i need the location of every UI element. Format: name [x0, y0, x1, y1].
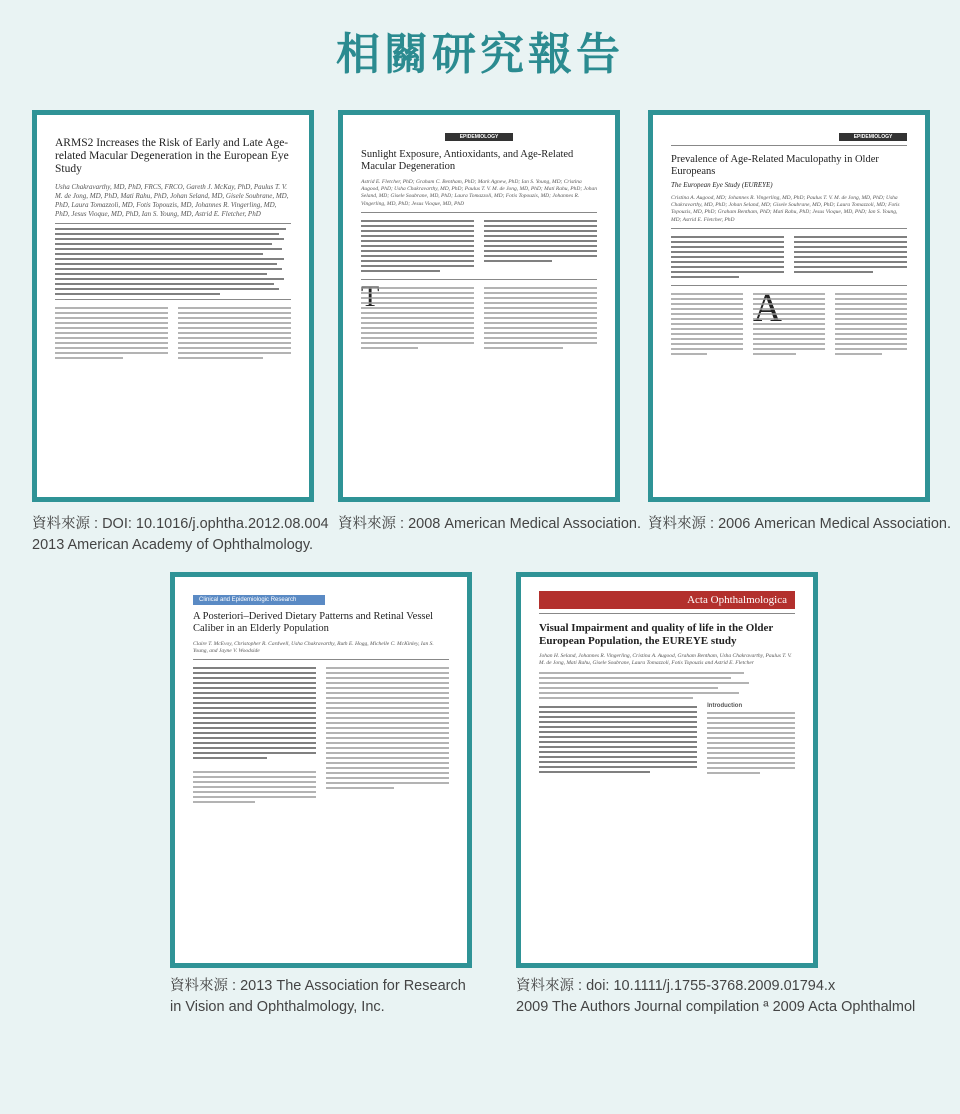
journal-label: EPIDEMIOLOGY: [445, 133, 513, 141]
abstract-columns: [361, 217, 597, 275]
caption-line-1: 資料來源 : 2013 The Association for Research: [170, 978, 466, 994]
paper-authors: Johan H. Seland, Johannes R. Vingerling, Cristina A. Augood, Graham Bentham, Usha Chakravarthy, Paulus T. V. M. de Jong, Mati Rahu, Gisele Soubrane, Laura Tomazzoli, Fotis Topouzis and Astrid E. Fletcher: [539, 653, 792, 667]
body-text-columns: [361, 284, 597, 352]
paper-authors: Usha Chakravarthy, MD, PhD, FRCS, FRCO, Gareth J. McKay, PhD, Paulus T. V. M. de Jong, MD, PhD, Mati Rahu, PhD, Johan Seland, MD, Gisele Soubrane, MD, PhD, Laura Tomazzoli, MD, Fotis Topouzis, MD, Johannes R. Vingerling, MD, PhD, Jesus Vioque, MD, PhD, Ian S. Young, MD, Astrid E. Fletcher, PhD: [55, 182, 289, 218]
paper-thumbnail-5[interactable]: [516, 572, 818, 968]
paper-thumbnail-4[interactable]: [170, 572, 472, 968]
source-caption-4: [170, 976, 466, 1018]
paper-title: A Posteriori–Derived Dietary Patterns and Retinal Vessel Caliber in an Elderly Population: [193, 611, 434, 635]
caption-line-2: 2009 The Authors Journal compilation ª 2009 Acta Ophthalmol: [516, 999, 916, 1015]
paper-title: Prevalence of Age-Related Maculopathy in Older Europeans: [671, 154, 879, 178]
caption-line-1: 資料來源 : doi: 10.1111/j.1755-3768.2009.01794.x: [516, 978, 836, 994]
paper-thumbnail-3[interactable]: [648, 110, 930, 502]
caption-line-1: 資料來源 : DOI: 10.1016/j.ophtha.2012.08.004: [32, 516, 329, 532]
source-caption-1: [32, 514, 329, 556]
paper-authors: Astrid E. Fletcher, PhD; Graham C. Bentham, PhD; Mark Agnew, PhD; Ian S. Young, MD; Cristina Augood, PhD; Usha Chakravarthy, MD, PhD; Paulus T. V. M. de Jong, MD, PhD; Mati Rahu, PhD; Johan Seland, MD; Gisele Soubrane, MD, PhD; Laura Tomazzoli, MD; Fotis Topouzis, MD; Johannes R. Vingerling, MD, PhD; Jesus Vioque, MD, PhD: [361, 179, 597, 207]
source-caption-3: [648, 514, 951, 535]
paper-authors: Cristina A. Augood, MD; Johannes R. Vingerling, MD, PhD; Paulus T. V. M. de Jong, MD, PhD; Usha Chakravarthy, MD, PhD; Johan Seland, MD; Gisele Soubrane, MD, PhD; Laura Tomazzoli, MD; Fotis Topouzis, MD, PhD; Graham Bentham, PhD; Mati Rahu, PhD; Jesus Vioque, MD, PhD; Ian S. Young, MD; Astrid E. Fletcher, PhD: [671, 195, 900, 223]
body-text-columns: [193, 664, 449, 806]
paper-authors: Claire T. McEvoy, Christopher R. Cardwell, Usha Chakravarthy, Ruth E. Hogg, Michelle C. McKinley, Ian S. Young, and Jayne V. Woodside: [193, 641, 434, 655]
source-caption-2: [338, 514, 641, 535]
body-text-columns: [55, 304, 291, 362]
caption-line-2: in Vision and Ophthalmology, Inc.: [170, 999, 385, 1015]
source-caption-5: [516, 976, 915, 1018]
paper-thumbnail-1[interactable]: [32, 110, 314, 502]
abstract-columns: [671, 233, 907, 281]
paper-title: Sunlight Exposure, Antioxidants, and Age-Related Macular Degeneration: [361, 149, 574, 173]
paper-title: Visual Impairment and quality of life in the Older European Population, the EUREYE study: [539, 622, 774, 647]
section-heading: Introduction: [707, 702, 743, 709]
affiliations-block: [539, 672, 795, 699]
caption-line-2: 2013 American Academy of Ophthalmology.: [32, 537, 314, 553]
journal-label: Clinical and Epidemiologic Research: [193, 595, 325, 605]
paper-subtitle: The European Eye Study (EUREYE): [671, 181, 773, 190]
caption-line-1: 資料來源 : 2006 American Medical Association.: [648, 516, 952, 532]
page-title: 相關研究報告: [336, 29, 624, 80]
journal-label: EPIDEMIOLOGY: [839, 133, 907, 141]
caption-line-1: 資料來源 : 2008 American Medical Association.: [338, 516, 642, 532]
paper-title: ARMS2 Increases the Risk of Early and Late Age-related Macular Degeneration in the European Eye Study: [55, 137, 289, 176]
body-text-columns: [539, 703, 795, 777]
journal-label: Acta Ophthalmologica: [539, 591, 795, 609]
paper-thumbnail-2[interactable]: [338, 110, 620, 502]
body-text-columns: [671, 290, 907, 358]
abstract-text-block: [55, 228, 291, 295]
